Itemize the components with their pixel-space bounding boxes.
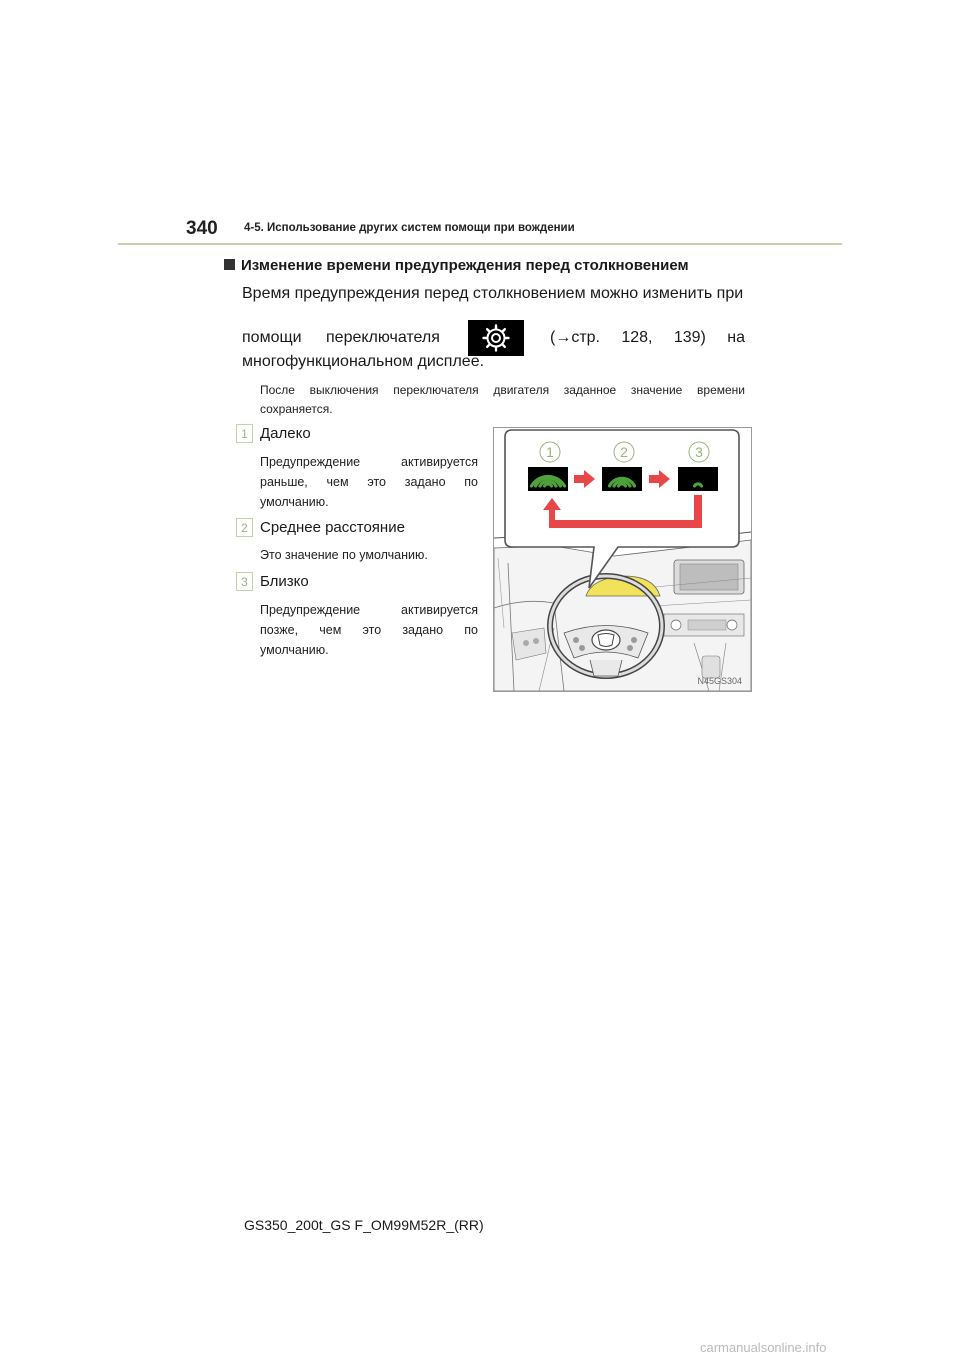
running-head: 4-5. Использование других систем помощи при вождении xyxy=(244,222,575,234)
item-number-badge: 3 xyxy=(236,572,253,591)
item-title-near: Близко xyxy=(260,573,309,590)
cockpit-background xyxy=(494,532,751,691)
page-reference-part: (→стр. xyxy=(550,329,600,346)
signal-panel-far xyxy=(528,467,568,491)
item-title-far: Далеко xyxy=(260,425,311,442)
page-reference xyxy=(550,329,745,347)
page-reference-part: 128, xyxy=(621,329,653,346)
section-heading xyxy=(224,257,689,274)
callout-number: 2 xyxy=(620,444,628,460)
dashboard-illustration xyxy=(493,427,752,692)
page-number: 340 xyxy=(186,218,218,239)
settings-switch-icon xyxy=(468,320,524,356)
item-desc-near: Предупреждение активируется позже, чем это задано по умолчанию. xyxy=(260,603,478,657)
body-line-3: многофункциональном дисплее. xyxy=(242,353,485,370)
item-desc-far: Предупреждение активируется раньше, чем это задано по умолчанию. xyxy=(260,455,478,509)
item-desc-medium: Это значение по умолчанию. xyxy=(260,548,428,562)
header-rule xyxy=(118,243,842,245)
note-text: После выключения переключателя двигателя заданное значение времени сохраняется. xyxy=(260,383,745,416)
page-reference-part: на xyxy=(727,329,745,346)
square-bullet-icon xyxy=(224,259,235,270)
body-line-2 xyxy=(242,320,745,356)
body-word: помощи xyxy=(242,329,302,346)
figure-code: N45GS304 xyxy=(697,676,742,686)
gear-icon xyxy=(481,323,511,353)
callout-number: 1 xyxy=(546,444,554,460)
callout-number: 3 xyxy=(695,444,703,460)
item-number-badge: 2 xyxy=(236,518,253,537)
signal-panel-medium xyxy=(602,467,642,491)
footer-doc-code: GS350_200t_GS F_OM99M52R_(RR) xyxy=(244,1217,484,1233)
signal-panel-near xyxy=(678,467,718,491)
dashboard-drawing xyxy=(494,428,751,691)
item-number-badge: 1 xyxy=(236,424,253,443)
item-title-medium: Среднее расстояние xyxy=(260,519,405,536)
watermark-text: carmanualsonline.info xyxy=(700,1340,827,1355)
section-heading-text: Изменение времени предупреждения перед столкновением xyxy=(241,257,689,274)
body-line-1: Время предупреждения перед столкновением можно изменить при xyxy=(242,285,744,302)
body-word: переключателя xyxy=(326,329,440,346)
page-reference-part: 139) xyxy=(673,329,706,346)
